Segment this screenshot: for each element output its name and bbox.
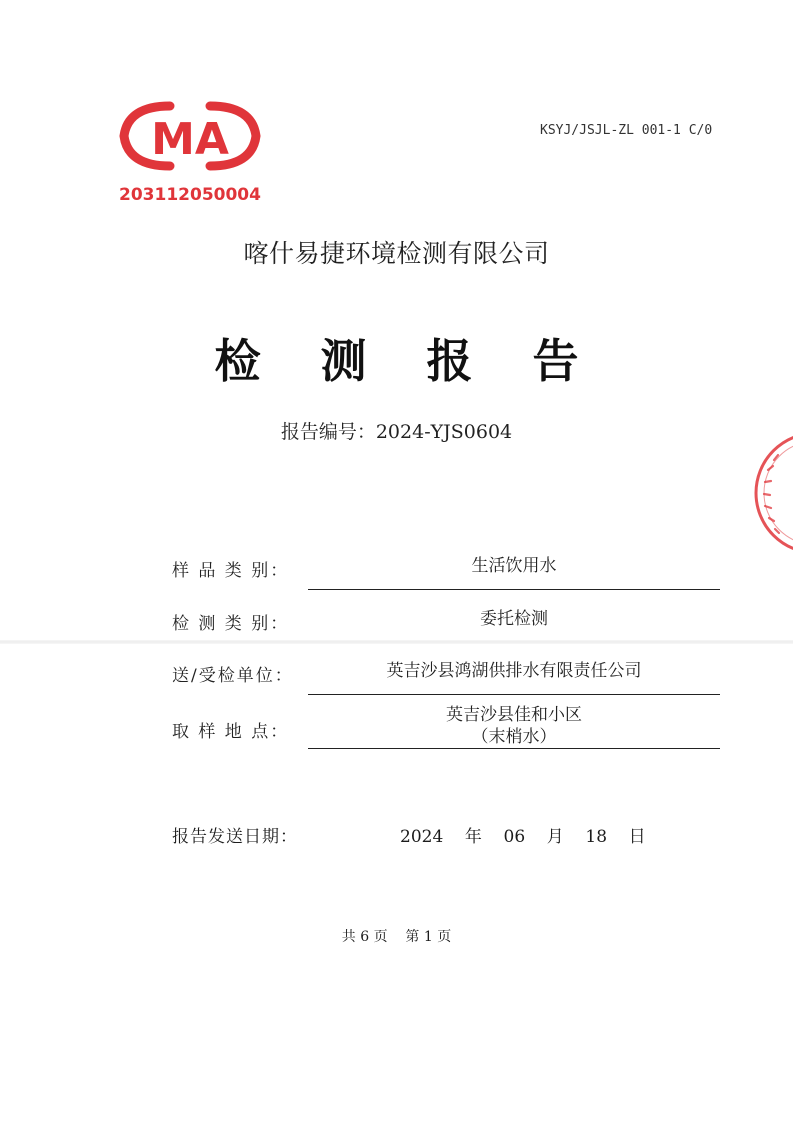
date-month: 06 <box>503 827 526 847</box>
cma-cert-number: 203112050004 <box>119 185 261 205</box>
report-title: 检 测 报 告 <box>214 334 601 388</box>
sample-category-label: 样 品 类 别： <box>172 561 290 581</box>
cma-letters: MA <box>151 114 229 165</box>
issue-date-label: 报告发送日期： <box>172 827 298 847</box>
sample-category-value: 生活饮用水 <box>471 556 557 576</box>
underline <box>308 748 720 749</box>
client-unit-value: 英吉沙县鸿湖供排水有限责任公司 <box>386 661 642 681</box>
date-day: 18 <box>585 827 608 847</box>
company-name: 喀什易捷环境检测有限公司 <box>243 239 550 268</box>
date-month-unit: 月 <box>546 827 564 847</box>
sampling-location-note: （末梢水） <box>471 727 557 747</box>
document-code: KSYJ/JSJL-ZL 001-1 C/0 <box>540 123 713 138</box>
scan-artifact-line <box>0 640 793 644</box>
underline <box>308 589 720 590</box>
sampling-location-label: 取 样 地 点： <box>172 722 290 742</box>
date-year-unit: 年 <box>464 827 482 847</box>
client-unit-label: 送/受检单位： <box>172 666 294 686</box>
issue-date <box>400 822 646 847</box>
test-category-value: 委托检测 <box>480 609 548 629</box>
official-seal-partial <box>748 430 793 560</box>
cma-mark <box>110 92 270 207</box>
sampling-location-value: 英吉沙县佳和小区 <box>446 705 582 725</box>
underline <box>308 694 720 695</box>
date-day-unit: 日 <box>628 827 646 847</box>
report-number: 报告编号：2024-YJS0604 <box>280 421 513 443</box>
date-year: 2024 <box>400 827 444 847</box>
test-category-label: 检 测 类 别： <box>172 614 290 634</box>
page-info: 共 6 页 第 1 页 <box>341 929 452 945</box>
